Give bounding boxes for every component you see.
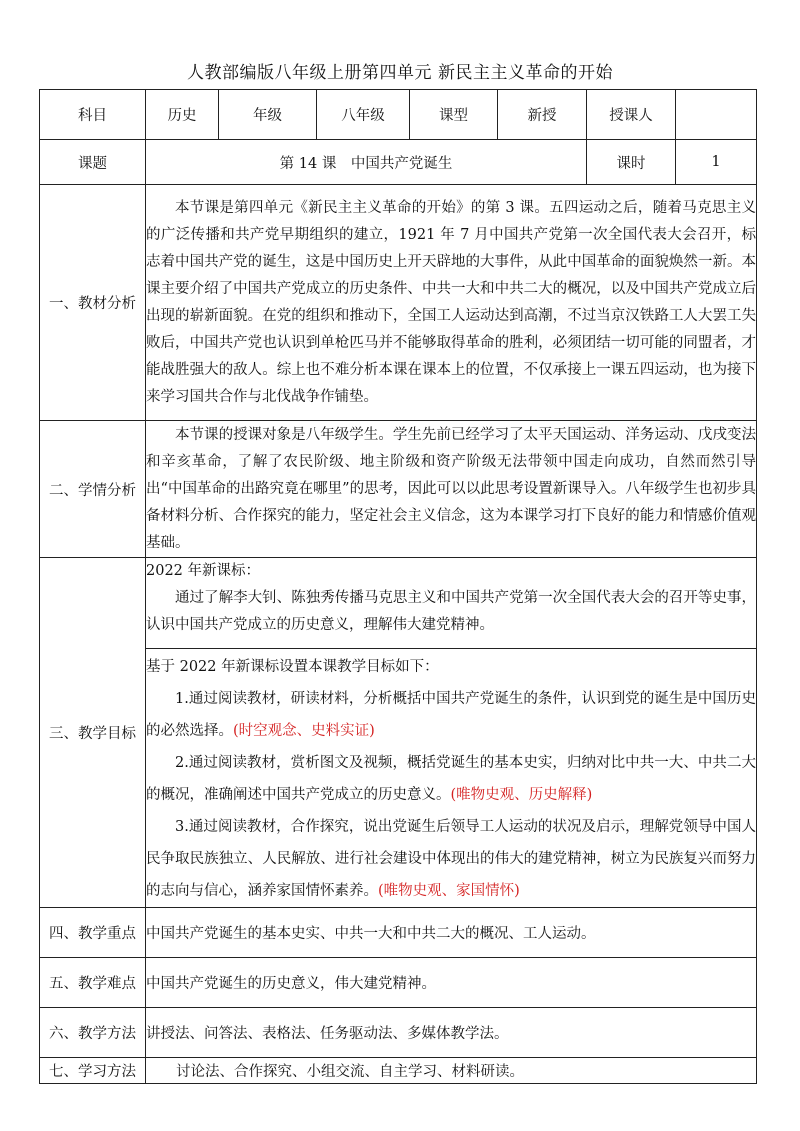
grade-label: 年级 xyxy=(219,90,317,140)
subject-label: 科目 xyxy=(40,90,146,140)
section-textbook-analysis xyxy=(40,185,757,421)
standard-heading: 2022 年新课标： xyxy=(146,563,261,579)
section-label: 二、学情分析 xyxy=(40,421,146,558)
section-label: 五、教学难点 xyxy=(40,957,146,1007)
goal-competency-tag: (唯物史观、家国情怀) xyxy=(378,882,520,899)
section-label: 七、学习方法 xyxy=(40,1057,146,1083)
section-label: 一、教材分析 xyxy=(40,185,146,421)
goal-competency-tag: (时空观念、史料实证) xyxy=(233,722,375,739)
section-text: 中国共产党诞生的历史意义，伟大建党精神。 xyxy=(146,957,757,1007)
goal-item xyxy=(146,747,756,811)
section-difficult-points xyxy=(40,957,757,1007)
hours-value: 1 xyxy=(676,140,757,185)
teacher-label: 授课人 xyxy=(587,90,676,140)
section-content xyxy=(146,421,757,558)
section-label: 三、教学目标 xyxy=(40,558,146,908)
header-row xyxy=(40,90,757,140)
type-value: 新授 xyxy=(498,90,587,140)
section-teaching-goals xyxy=(40,558,757,908)
section-content xyxy=(146,185,757,421)
curriculum-standard-block xyxy=(146,558,756,648)
section-content xyxy=(146,558,757,908)
goal-item xyxy=(146,683,756,747)
topic-row xyxy=(40,140,757,185)
section-text: 本节课是第四单元《新民主主义革命的开始》的第 3 课。五四运动之后，随着马克思主义的广泛传播和共产党早期组织的建立，1921 年 7 月中国共产党第一次全国代表大会召开，标志着中国共产党的诞生，这是中国历史上开天辟地的大事件，从此中国革命的面貌焕然一新。本课主要介绍了中国共产党成立的历史条件、中共一大和中共二大的概况，以及中国共产党成立后出现的崭新面貌。在党的组织和推动下，全国工人运动达到高潮，不过当京汉铁路工人大罢工失败后，中国共产党也认识到单枪匹马并不能够取得革命的胜利，必须团结一切可能的同盟者，才能战胜强大的敌人。综上也不难分析本课在课本上的位置，不仅承接上一课五四运动，也为接下来学习国共合作与北伐战争作铺垫。 xyxy=(146,199,756,405)
standard-text: 通过了解李大钊、陈独秀传播马克思主义和中国共产党第一次全国代表大会的召开等史事，认识中国共产党成立的历史意义，理解伟大建党精神。 xyxy=(146,590,756,633)
topic-label: 课题 xyxy=(40,140,146,185)
section-text: 中国共产党诞生的基本史实、中共一大和中共二大的概况、工人运动。 xyxy=(146,907,757,957)
hours-label: 课时 xyxy=(587,140,676,185)
section-label: 六、教学方法 xyxy=(40,1007,146,1057)
goal-text: 3.通过阅读教材，合作探究，说出党诞生后领导工人运动的状况及启示，理解党领导中国人民争取民族独立、人民解放、进行社会建设中体现出的伟大的建党精神，树立为民族复兴而努力的志向与信心，涵养家国情怀素养。 xyxy=(146,818,756,899)
grade-value: 八年级 xyxy=(317,90,410,140)
section-label: 四、教学重点 xyxy=(40,907,146,957)
goals-inner-table xyxy=(146,558,756,907)
subject-value: 历史 xyxy=(146,90,219,140)
teacher-value xyxy=(676,90,757,140)
section-key-points xyxy=(40,907,757,957)
topic-value: 第 14 课 中国共产党诞生 xyxy=(146,140,587,185)
lesson-plan-table xyxy=(39,89,757,1084)
section-student-analysis xyxy=(40,421,757,558)
goals-block xyxy=(146,648,756,907)
section-learning-methods xyxy=(40,1057,757,1083)
type-label: 课型 xyxy=(410,90,498,140)
goal-text: 1.通过阅读教材，研读材料，分析概括中国共产党诞生的条件，认识到党的诞生是中国历史的必然选择。 xyxy=(146,690,756,739)
section-text: 讲授法、问答法、表格法、任务驱动法、多媒体教学法。 xyxy=(146,1007,757,1057)
section-text: 讨论法、合作探究、小组交流、自主学习、材料研读。 xyxy=(146,1057,757,1083)
section-teaching-methods xyxy=(40,1007,757,1057)
goal-item xyxy=(146,811,756,907)
goal-competency-tag: (唯物史观、历史解释) xyxy=(450,786,593,803)
goals-heading: 基于 2022 年新课标设置本课教学目标如下： xyxy=(146,658,439,675)
section-text: 本节课的授课对象是八年级学生。学生先前已经学习了太平天国运动、洋务运动、戊戌变法和辛亥革命，了解了农民阶级、地主阶级和资产阶级无法带领中国走向成功，自然而然引导出“中国革命的出路究竟在哪里”的思考，因此可以以此思考设置新课导入。八年级学生也初步具备材料分析、合作探究的能力，坚定社会主义信念，这为本课学习打下良好的能力和情感价值观基础。 xyxy=(146,426,756,551)
document-title: 人教部编版八年级上册第四单元 新民主主义革命的开始 xyxy=(187,63,613,83)
goal-text: 2.通过阅读教材，赏析图文及视频，概括党诞生的基本史实，归纳对比中共一大、中共二大的概况，准确阐述中国共产党成立的历史意义。 xyxy=(146,754,756,803)
